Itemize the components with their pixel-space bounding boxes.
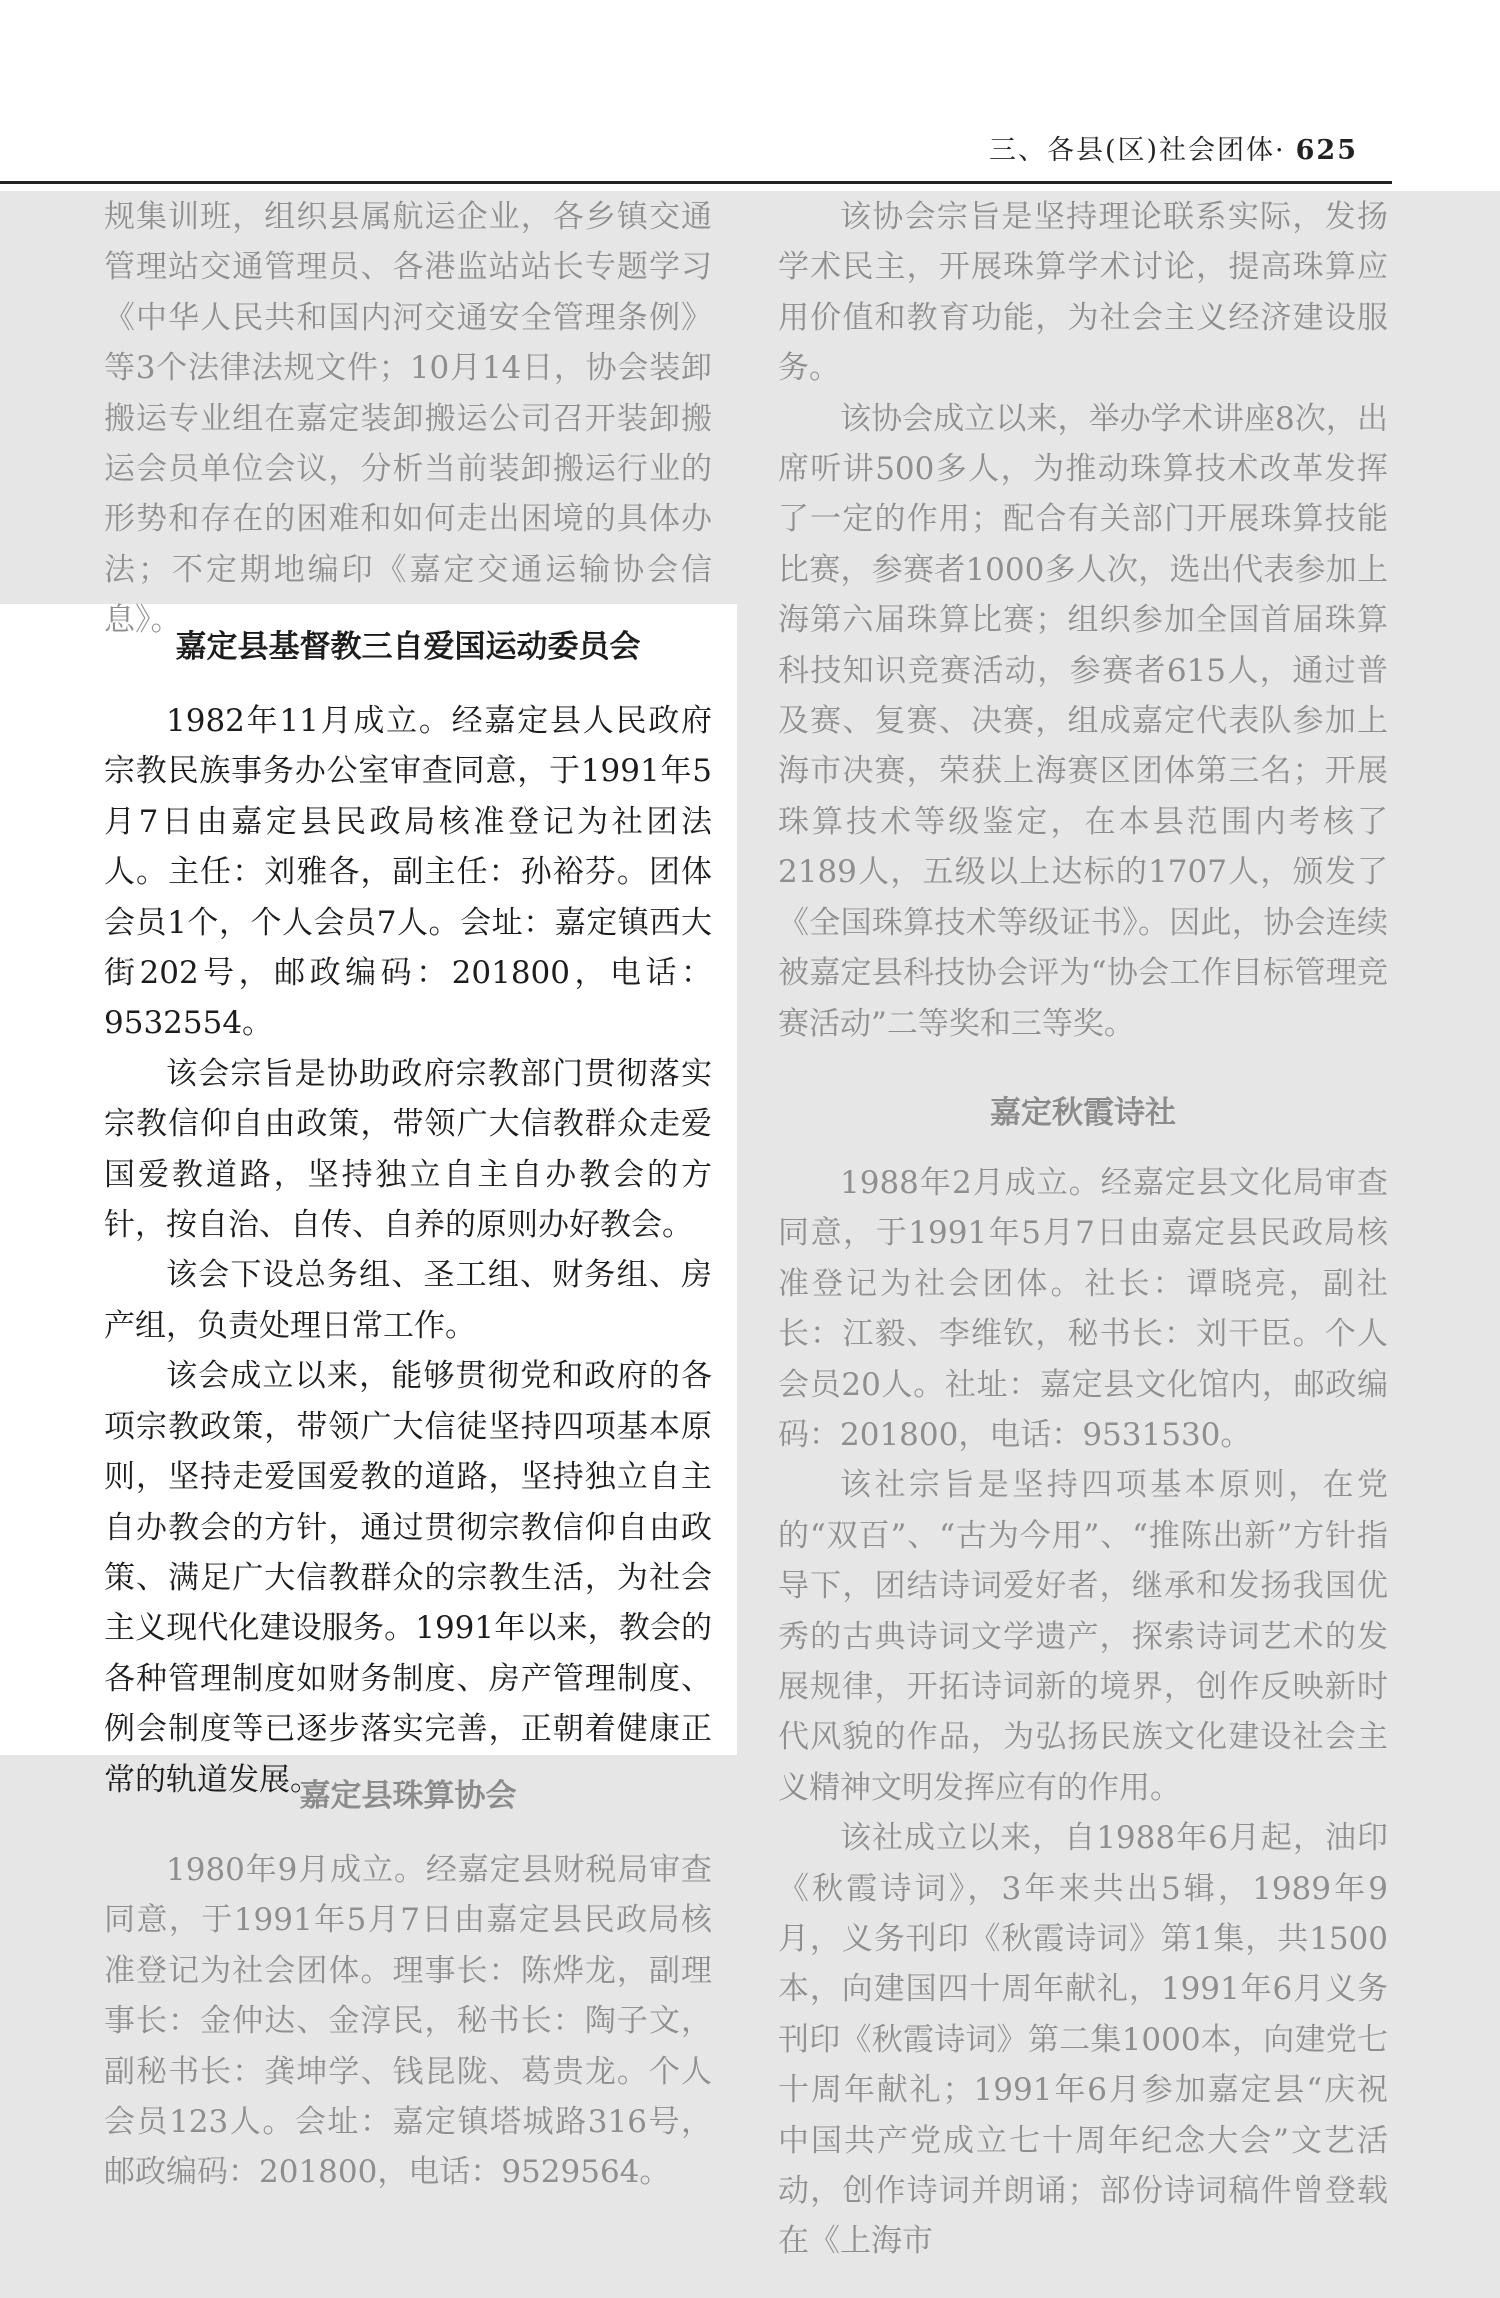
right-column (778, 192, 1388, 2267)
poetry-registration-paragraph: 1988年2月成立。经嘉定县文化局审查同意，于1991年5月7日由嘉定县民政局核准登记为社会团体。社长：谭晓亮，副社长：江毅、李维钦，秘书长：刘干臣。个人会员20人。社址：嘉定县文化馆内，邮政编码：201800，电话：9531530。 (778, 1164, 1388, 1453)
org-structure-paragraph: 该会下设总务组、圣工组、财务组、房产组，负责处理日常工作。 (104, 1257, 712, 1344)
poetry-activity-paragraph: 该社成立以来，自1988年6月起，油印《秋霞诗词》，3年来共出5辑，1989年9月，义务刊印《秋霞诗词》第1集，共1500本，向建国四十周年献礼，1991年6月义务刊印《秋霞诗词》第二集1000本，向建党七十周年献礼；1991年6月参加嘉定县“庆祝中国共产党成立七十周年纪念大会”文艺活动，创作诗词并朗诵；部份诗词稿件曾登载在《上海市 (778, 1820, 1388, 2260)
header-rule (0, 181, 1392, 184)
org-purpose-paragraph: 该会宗旨是协助政府宗教部门贯彻落实宗教信仰自由政策，带领广大信教群众走爱国爱教道路，坚持独立自主自办教会的方针，按自治、自传、自养的原则办好教会。 (104, 1055, 712, 1244)
abacus-registration-paragraph: 1980年9月成立。经嘉定县财税局审查同意，于1991年5月7日由嘉定县民政局核准登记为社会团体。理事长：陈烨龙，副理事长：金仲达、金淳民，秘书长：陶子文，副秘书长：龚坤学、钱昆陇、葛贵龙。个人会员123人。会址：嘉定镇塔城路316号，邮政编码：201800，电话：9529564。 (104, 1852, 712, 2191)
org-registration-paragraph: 1982年11月成立。经嘉定县人民政府宗教民族事务办公室审查同意，于1991年5月7日由嘉定县民政局核准登记为社团法人。主任：刘雅各，副主任：孙裕芬。团体会员1个，个人会员7人。会址：嘉定镇西大街202号，邮政编码：201800，电话：9532554。 (104, 703, 712, 1042)
left-clear-section (104, 621, 712, 1805)
section-heading-abacus-association: 嘉定县珠算协会 (299, 1778, 517, 1814)
org-activity-paragraph: 该会成立以来，能够贯彻党和政府的各项宗教政策，带领广大信徒坚持四项基本原则，坚持走爱国爱教的道路，坚持独立自主自办教会的方针，通过贯彻宗教信仰自由政策、满足广大信教群众的宗教生活，为社会主义现代化建设服务。1991年以来，教会的各种管理制度如财务制度、房产管理制度、例会制度等已逐步落实完善，正朝着健康正常的轨道发展。 (104, 1358, 712, 1798)
running-header (989, 128, 1358, 167)
abacus-activity-paragraph: 该协会成立以来，举办学术讲座8次，出席听讲500多人，为推动珠算技术改革发挥了一定的作用；配合有关部门开展珠算技能比赛，参赛者1000多人次，选出代表参加上海第六届珠算比赛；组织参加全国首届珠算科技知识竞赛活动，参赛者615人，通过普及赛、复赛、决赛，组成嘉定代表队参加上海市决赛，荣获上海赛区团体第三名；开展珠算技术等级鉴定，在本县范围内考核了2189人，五级以上达标的1707人，颁发了《全国珠算技术等级证书》。因此，协会连续被嘉定县科技协会评为“协会工作目标管理竞赛活动”二等奖和三等奖。 (778, 400, 1388, 1042)
page-number: 625 (1295, 135, 1358, 166)
section-heading-qiuxia-poetry: 嘉定秋霞诗社 (990, 1094, 1176, 1131)
abacus-purpose-paragraph: 该协会宗旨是坚持理论联系实际，发扬学术民主，开展珠算学术讨论，提高珠算应用价值和教育功能，为社会主义经济建设服务。 (778, 199, 1388, 387)
section-heading-christian-committee: 嘉定县基督教三自爱国运动委员会 (175, 629, 641, 665)
continuation-paragraph: 规集训班，组织县属航运企业，各乡镇交通管理站交通管理员、各港监站站长专题学习《中华人民共和国内河交通安全管理条例》等3个法律法规文件；10月14日，协会装卸搬运专业组在嘉定装卸搬运公司召开装卸搬运会员单位会议，分析当前装卸搬运行业的形势和存在的困难和如何走出困境的具体办法；不定期地编印《嘉定交通运输协会信息》。 (104, 199, 712, 639)
left-continuation (104, 192, 712, 646)
left-bottom-section (104, 1770, 712, 2198)
section-title: 三、各县(区)社会团体· (988, 135, 1286, 166)
poetry-purpose-paragraph: 该社宗旨是坚持四项基本原则，在党的“双百”、“古为今用”、“推陈出新”方针指导下，团结诗词爱好者，继承和发扬我国优秀的古典诗词文学遗产，探索诗词艺术的发展规律，开拓诗词新的境界，创作反映新时代风貌的作品，为弘扬民族文化建设社会主义精神文明发挥应有的作用。 (778, 1467, 1388, 1806)
